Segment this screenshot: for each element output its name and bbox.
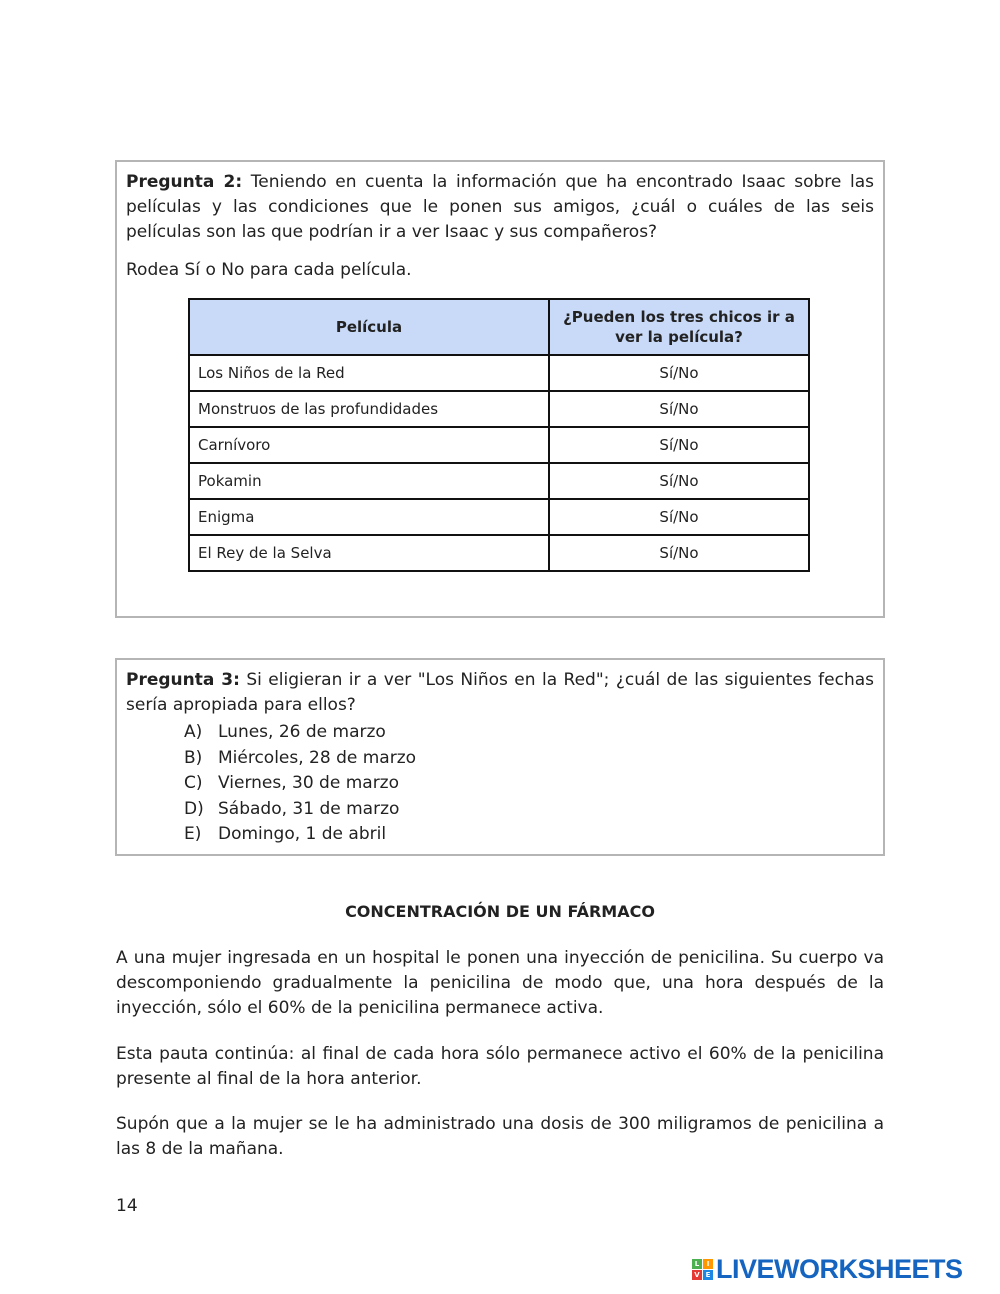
option-letter: C) [184, 773, 203, 793]
question-2-box [115, 160, 885, 618]
table-row [189, 535, 809, 571]
liveworksheets-logo [692, 1254, 963, 1284]
question-3-body: Si eligieran ir a ver "Los Niños en la Red"; ¿cuál de las siguientes fechas sería apropiada para ellos? [126, 670, 874, 715]
answer-yes-no[interactable]: Sí/No [549, 391, 809, 427]
question-2-instruction: Rodea Sí o No para cada película. [126, 260, 412, 280]
movie-name: Enigma [189, 499, 549, 535]
question-2-body: Teniendo en cuenta la información que ha encontrado Isaac sobre las películas y las condiciones que le ponen sus amigos, ¿cuál o cuáles de las seis películas son las que podrían ir a ver Isaac y sus compañeros? [126, 172, 874, 242]
logo-mark-icon [692, 1259, 713, 1280]
table-row [189, 427, 809, 463]
option-b[interactable] [184, 746, 874, 772]
section-paragraph: A una mujer ingresada en un hospital le ponen una inyección de penicilina. Su cuerpo va descomponiendo gradualmente la penicilina de modo que, una hora después de la inyección, sólo el 60% de la penicilina permanece activa. [116, 948, 884, 1018]
logo-mark-letter: L [692, 1259, 702, 1269]
answer-yes-no[interactable]: Sí/No [549, 427, 809, 463]
option-text: Lunes, 26 de marzo [218, 722, 386, 742]
question-3-label: Pregunta 3: [126, 670, 240, 690]
answer-yes-no[interactable]: Sí/No [549, 355, 809, 391]
movie-name: Monstruos de las profundidades [189, 391, 549, 427]
answer-options [184, 720, 874, 848]
header-movie: Película [189, 299, 549, 355]
option-e[interactable] [184, 822, 874, 848]
option-text: Viernes, 30 de marzo [218, 773, 400, 793]
logo-mark-letter: V [692, 1270, 702, 1280]
question-2-label: Pregunta 2: [126, 172, 243, 192]
logo-text: LIVEWORKSHEETS [716, 1253, 963, 1284]
table-row [189, 463, 809, 499]
question-2-text [126, 170, 874, 245]
movie-table [188, 298, 810, 572]
option-text: Miércoles, 28 de marzo [218, 747, 417, 768]
movie-name: El Rey de la Selva [189, 535, 549, 571]
option-c[interactable] [184, 771, 874, 797]
movie-name: Los Niños de la Red [189, 355, 549, 391]
answer-yes-no[interactable]: Sí/No [549, 463, 809, 499]
option-letter: A) [184, 722, 203, 742]
header-can-go: ¿Pueden los tres chicos ir a ver la película? [549, 299, 809, 355]
page-number: 14 [116, 1196, 138, 1216]
answer-yes-no[interactable]: Sí/No [549, 499, 809, 535]
option-text: Domingo, 1 de abril [218, 824, 387, 844]
section-title: CONCENTRACIÓN DE UN FÁRMACO [345, 902, 655, 921]
table-row [189, 499, 809, 535]
section-paragraph: Esta pauta continúa: al final de cada hora sólo permanece activo el 60% de la penicilina presente al final de la hora anterior. [116, 1044, 884, 1089]
table-row [189, 355, 809, 391]
option-letter: D) [184, 798, 204, 819]
logo-mark-letter: I [703, 1259, 713, 1269]
movie-name: Carnívoro [189, 427, 549, 463]
answer-yes-no[interactable]: Sí/No [549, 535, 809, 571]
table-header-row [189, 299, 809, 355]
question-3-text [126, 668, 874, 718]
section-paragraph: Supón que a la mujer se le ha administrado una dosis de 300 miligramos de penicilina a las 8 de la mañana. [116, 1114, 884, 1159]
option-d[interactable] [184, 797, 874, 823]
option-text: Sábado, 31 de marzo [218, 798, 400, 819]
question-3-box [115, 658, 885, 856]
movie-name: Pokamin [189, 463, 549, 499]
option-a[interactable] [184, 720, 874, 746]
option-letter: B) [184, 747, 203, 768]
logo-mark-letter: E [703, 1270, 713, 1280]
table-row [189, 391, 809, 427]
option-letter: E) [184, 824, 202, 844]
